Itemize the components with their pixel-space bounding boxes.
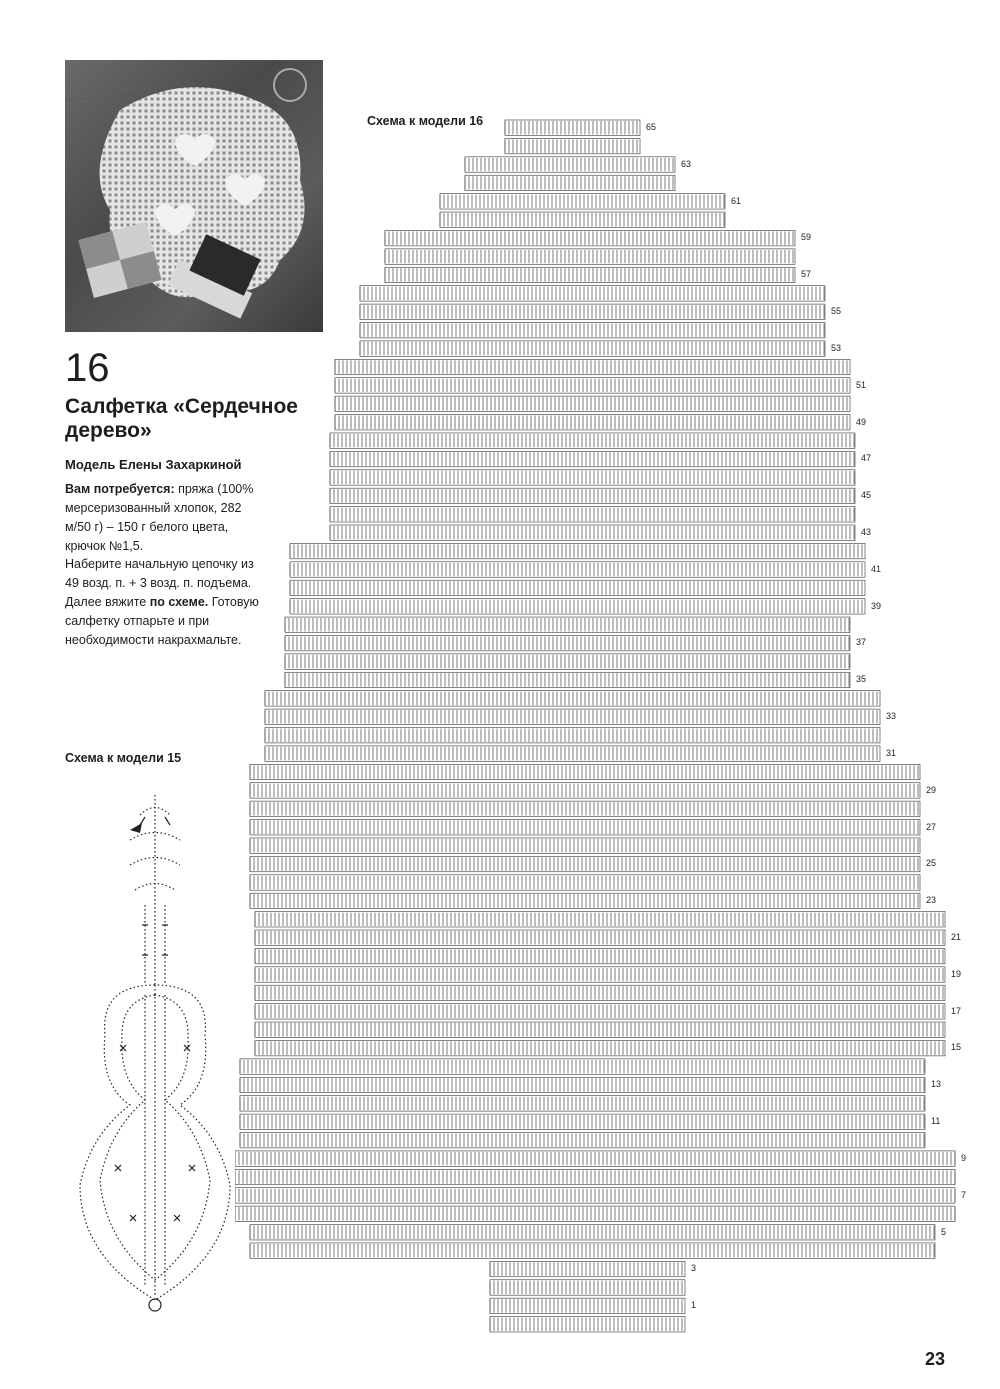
requirements-label: Вам потребуется: bbox=[65, 482, 175, 496]
chart-row bbox=[385, 267, 795, 282]
row-label: 13 bbox=[931, 1079, 942, 1090]
row-label: 39 bbox=[871, 600, 882, 611]
chart-row bbox=[250, 838, 920, 853]
row-label: 23 bbox=[926, 895, 937, 906]
chart-row bbox=[335, 359, 850, 374]
chart-row bbox=[240, 1133, 925, 1148]
row-label: 43 bbox=[861, 527, 872, 537]
row-label: 59 bbox=[801, 232, 812, 243]
chart-row bbox=[250, 764, 920, 779]
chart-row bbox=[235, 1169, 955, 1184]
chart-row bbox=[330, 470, 855, 485]
chart-row bbox=[290, 562, 865, 577]
chart-row bbox=[250, 875, 920, 890]
chart-row bbox=[265, 691, 880, 706]
chart-row bbox=[285, 672, 850, 687]
chart-row bbox=[490, 1261, 685, 1276]
row-label: 9 bbox=[961, 1152, 967, 1163]
chart-row bbox=[255, 1022, 945, 1037]
row-label: 51 bbox=[856, 379, 867, 390]
chart-row bbox=[330, 488, 855, 503]
chart-row bbox=[335, 378, 850, 393]
chart-row bbox=[440, 212, 725, 227]
chart-row bbox=[335, 415, 850, 430]
chart-row bbox=[255, 930, 945, 945]
chart-row bbox=[505, 138, 640, 153]
chart-row bbox=[250, 783, 920, 798]
chart-row bbox=[265, 709, 880, 724]
chart-row bbox=[255, 985, 945, 1000]
chart-row bbox=[490, 1317, 685, 1332]
chart-row bbox=[440, 194, 725, 209]
scheme-16-caption: Схема к модели 16 bbox=[367, 114, 484, 128]
chart-row bbox=[250, 893, 920, 908]
row-label: 41 bbox=[871, 563, 882, 574]
row-label: 21 bbox=[951, 932, 962, 942]
chart-row bbox=[490, 1298, 685, 1313]
row-label: 31 bbox=[886, 747, 897, 758]
model-author: Модель Елены Захаркиной bbox=[65, 457, 242, 472]
chart-row bbox=[285, 635, 850, 650]
row-label: 47 bbox=[861, 453, 872, 464]
chart-row bbox=[255, 1004, 945, 1019]
chart-row bbox=[290, 580, 865, 595]
requirements-text: пряжа (100% мерсеризованный хлопок, 282 м/50 г) – 150 г белого цвета, крючок №1,5. bbox=[65, 482, 254, 553]
chart-row bbox=[250, 801, 920, 816]
chart-row bbox=[330, 507, 855, 522]
chart-row bbox=[330, 451, 855, 466]
chart-row bbox=[290, 599, 865, 614]
chart-row bbox=[265, 746, 880, 761]
chart-row bbox=[240, 1096, 925, 1111]
chart-row bbox=[385, 230, 795, 245]
row-label: 3 bbox=[691, 1263, 697, 1274]
chart-row bbox=[235, 1188, 955, 1203]
page-number: 23 bbox=[924, 1349, 945, 1369]
chart-row bbox=[255, 967, 945, 982]
row-label: 35 bbox=[856, 674, 867, 685]
chart-row bbox=[360, 286, 825, 301]
chart-row bbox=[285, 617, 850, 632]
row-label: 53 bbox=[831, 342, 842, 353]
chart-row bbox=[360, 304, 825, 319]
chart-row bbox=[330, 525, 855, 540]
row-label: 7 bbox=[961, 1189, 967, 1200]
row-label: 19 bbox=[951, 968, 962, 979]
chart-row bbox=[290, 543, 865, 558]
chart-row bbox=[490, 1280, 685, 1295]
row-label: 37 bbox=[856, 637, 867, 648]
chart-row bbox=[285, 654, 850, 669]
chart-row bbox=[250, 1225, 935, 1240]
chart-row bbox=[235, 1206, 955, 1221]
violin-crochet-chart bbox=[60, 785, 250, 1315]
row-label: 61 bbox=[731, 195, 742, 206]
chart-row bbox=[335, 396, 850, 411]
chart-row bbox=[255, 948, 945, 963]
chart-row bbox=[255, 1040, 945, 1055]
row-label: 45 bbox=[861, 490, 872, 501]
scheme-15-caption: Схема к модели 15 bbox=[65, 751, 182, 765]
row-label: 55 bbox=[831, 306, 842, 317]
row-label: 57 bbox=[801, 269, 812, 280]
row-label: 17 bbox=[951, 1005, 962, 1016]
row-label: 63 bbox=[681, 158, 692, 169]
chart-row bbox=[505, 120, 640, 135]
chart-row bbox=[235, 1151, 955, 1166]
instructions-bold: по схеме. bbox=[149, 595, 209, 609]
instructions-part1: Наберите начальную цепочку из 49 возд. п. + 3 возд. п. подъема. Далее вяжите bbox=[65, 557, 254, 609]
chart-row bbox=[465, 175, 675, 190]
chart-row bbox=[360, 323, 825, 338]
chart-row bbox=[240, 1114, 925, 1129]
row-label: 25 bbox=[926, 858, 937, 869]
row-label: 65 bbox=[646, 122, 657, 132]
model-title: Салфетка «Сердечное дерево» bbox=[65, 395, 298, 442]
row-label: 11 bbox=[931, 1116, 941, 1127]
chart-row bbox=[360, 341, 825, 356]
row-label: 5 bbox=[941, 1226, 947, 1237]
chart-row bbox=[240, 1077, 925, 1092]
row-label: 27 bbox=[926, 821, 937, 832]
chart-row bbox=[255, 912, 945, 927]
chart-row bbox=[250, 820, 920, 835]
row-label: 49 bbox=[856, 416, 867, 427]
tree-crochet-chart bbox=[235, 118, 965, 1333]
row-label: 33 bbox=[886, 711, 897, 722]
chart-row bbox=[330, 433, 855, 448]
chart-row bbox=[265, 728, 880, 743]
chart-row bbox=[465, 157, 675, 172]
chart-row bbox=[250, 1243, 935, 1258]
model-number: 16 bbox=[65, 346, 110, 390]
instructions-part2: Готовую салфетку отпарьте и при необходимости накрахмальте. bbox=[65, 595, 259, 647]
chart-row bbox=[385, 249, 795, 264]
chart-row bbox=[240, 1059, 925, 1074]
chart-row bbox=[250, 856, 920, 871]
row-label: 29 bbox=[926, 784, 937, 795]
row-label: 15 bbox=[951, 1042, 962, 1053]
row-label: 1 bbox=[691, 1300, 697, 1311]
